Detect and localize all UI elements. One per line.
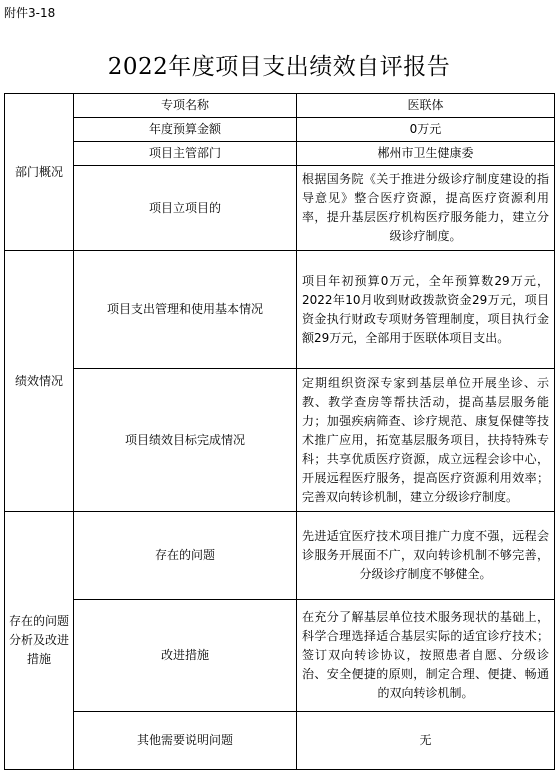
- table-row: [5, 166, 555, 251]
- row-key: 年度预算金额: [74, 118, 297, 142]
- table-row: [5, 251, 555, 369]
- table-row: [5, 512, 555, 600]
- table-row: [5, 142, 555, 166]
- row-value: 先进适宜医疗技术项目推广力度不强，远程会诊服务开展面不广，双向转诊机制不够完善，分级诊疗制度不够健全。: [297, 512, 555, 600]
- row-key: 项目主管部门: [74, 142, 297, 166]
- table-row: [5, 600, 555, 712]
- table-row: [5, 712, 555, 770]
- table-row: [5, 94, 555, 118]
- row-key: 存在的问题: [74, 512, 297, 600]
- row-value: 医联体: [297, 94, 555, 118]
- report-table: [4, 93, 555, 770]
- row-value: 在充分了解基层单位技术服务现状的基础上，科学合理选择适合基层实际的适宜诊疗技术；签订双向转诊协议，按照患者自愿、分级诊治、安全便捷的原则，制定合理、便捷、畅通的双向转诊机制。: [297, 600, 555, 712]
- table-row: [5, 369, 555, 512]
- row-value: 0万元: [297, 118, 555, 142]
- report-title: 2022年度项目支出绩效自评报告: [107, 54, 451, 80]
- section-label-overview: 部门概况: [5, 94, 74, 251]
- row-key: 项目绩效目标完成情况: [74, 369, 297, 512]
- attachment-label: 附件3-18: [4, 6, 56, 20]
- row-key: 项目立项目的: [74, 166, 297, 251]
- section-label-analysis: 存在的问题分析及改进措施: [5, 512, 74, 770]
- row-value: 定期组织资深专家到基层单位开展坐诊、示教、教学查房等帮扶活动，提高基层服务能力；加强疾病筛查、诊疗规范、康复保健等技术推广应用，拓宽基层服务项目，扶持特殊专科；共享优质医疗资源，成立远程会诊中心，开展远程医疗服务，提高医疗资源利用效率；完善双向转诊机制，建立分级诊疗制度。: [297, 369, 555, 512]
- table-row: [5, 118, 555, 142]
- row-key: 其他需要说明问题: [74, 712, 297, 770]
- row-key: 改进措施: [74, 600, 297, 712]
- section-label-performance: 绩效情况: [5, 251, 74, 512]
- row-key: 专项名称: [74, 94, 297, 118]
- row-key: 项目支出管理和使用基本情况: [74, 251, 297, 369]
- row-value: 无: [297, 712, 555, 770]
- row-value: 项目年初预算0万元，全年预算数29万元，2022年10月收到财政拨款资金29万元，项目资金执行财政专项财务管理制度，项目执行金额29万元，全部用于医联体项目支出。: [297, 251, 555, 369]
- row-value: 根据国务院《关于推进分级诊疗制度建设的指导意见》整合医疗资源，提高医疗资源利用率，提升基层医疗机构医疗服务能力，建立分级诊疗制度。: [297, 166, 555, 251]
- row-value: 郴州市卫生健康委: [297, 142, 555, 166]
